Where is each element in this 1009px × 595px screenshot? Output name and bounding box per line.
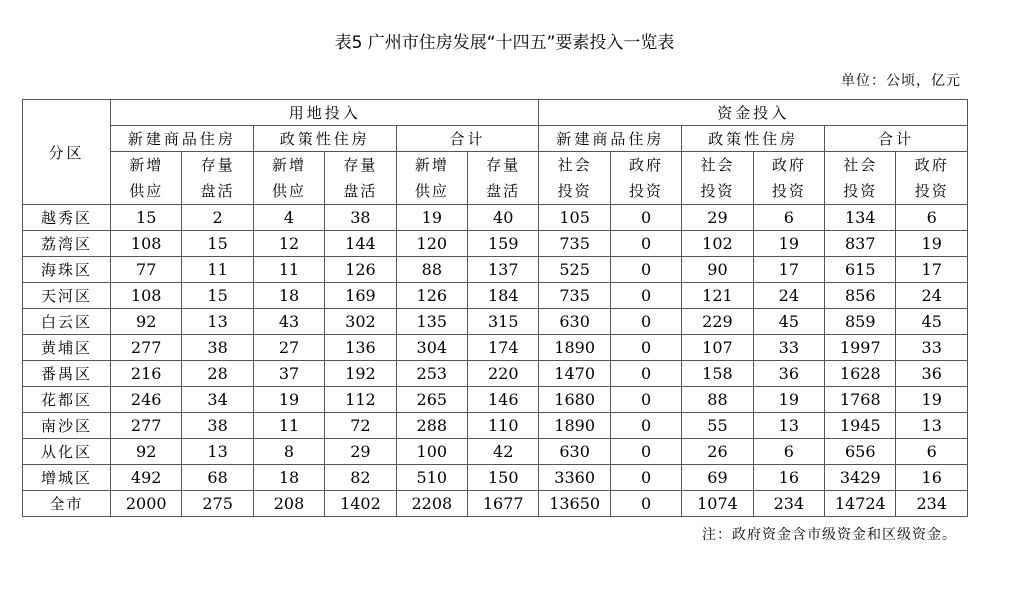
value-cell: 77	[111, 257, 182, 283]
table-title: 表5 广州市住房发展“十四五”要素投入一览表	[334, 33, 675, 53]
value-cell: 253	[396, 361, 467, 387]
table-row	[23, 387, 968, 413]
value-cell: 24	[753, 283, 824, 309]
value-cell: 28	[182, 361, 253, 387]
value-cell: 110	[468, 413, 539, 439]
value-cell: 304	[396, 335, 467, 361]
header-fund-total: 合计	[825, 126, 968, 152]
header-social: 社会 投资	[682, 152, 753, 205]
value-cell: 13	[753, 413, 824, 439]
value-cell: 4	[253, 205, 324, 231]
value-cell: 856	[825, 283, 896, 309]
value-cell: 26	[682, 439, 753, 465]
value-cell: 275	[182, 491, 253, 517]
header-fund-commercial: 新建商品住房	[539, 126, 682, 152]
value-cell: 121	[682, 283, 753, 309]
value-cell: 277	[111, 413, 182, 439]
value-cell: 16	[896, 465, 968, 491]
table-row	[23, 491, 968, 517]
value-cell: 112	[325, 387, 396, 413]
value-cell: 0	[610, 465, 681, 491]
value-cell: 192	[325, 361, 396, 387]
value-cell: 13650	[539, 491, 610, 517]
value-cell: 90	[682, 257, 753, 283]
unit-label: 单位：公顷，亿元	[841, 73, 961, 89]
value-cell: 29	[325, 439, 396, 465]
value-cell: 17	[753, 257, 824, 283]
header-land-policy: 政策性住房	[253, 126, 396, 152]
investment-table	[22, 99, 968, 517]
value-cell: 14724	[825, 491, 896, 517]
table-row	[23, 413, 968, 439]
value-cell: 33	[753, 335, 824, 361]
value-cell: 19	[396, 205, 467, 231]
header-social: 社会 投资	[825, 152, 896, 205]
header-gov: 政府 投资	[896, 152, 968, 205]
value-cell: 13	[182, 439, 253, 465]
value-cell: 169	[325, 283, 396, 309]
value-cell: 12	[253, 231, 324, 257]
value-cell: 19	[753, 387, 824, 413]
value-cell: 72	[325, 413, 396, 439]
value-cell: 136	[325, 335, 396, 361]
value-cell: 150	[468, 465, 539, 491]
table-row	[23, 283, 968, 309]
value-cell: 29	[682, 205, 753, 231]
value-cell: 159	[468, 231, 539, 257]
value-cell: 1890	[539, 335, 610, 361]
value-cell: 859	[825, 309, 896, 335]
value-cell: 1945	[825, 413, 896, 439]
value-cell: 630	[539, 309, 610, 335]
header-land: 用地投入	[111, 100, 539, 126]
value-cell: 69	[682, 465, 753, 491]
value-cell: 0	[610, 413, 681, 439]
value-cell: 33	[896, 335, 968, 361]
value-cell: 68	[182, 465, 253, 491]
value-cell: 37	[253, 361, 324, 387]
value-cell: 19	[753, 231, 824, 257]
value-cell: 184	[468, 283, 539, 309]
value-cell: 0	[610, 491, 681, 517]
value-cell: 0	[610, 257, 681, 283]
value-cell: 315	[468, 309, 539, 335]
value-cell: 3360	[539, 465, 610, 491]
value-cell: 55	[682, 413, 753, 439]
district-cell: 荔湾区	[23, 231, 111, 257]
value-cell: 6	[896, 439, 968, 465]
value-cell: 107	[682, 335, 753, 361]
table-row	[23, 361, 968, 387]
table-row	[23, 439, 968, 465]
district-cell: 番禺区	[23, 361, 111, 387]
footnote: 注：政府资金含市级资金和区级资金。	[702, 527, 957, 543]
value-cell: 277	[111, 335, 182, 361]
value-cell: 0	[610, 309, 681, 335]
value-cell: 82	[325, 465, 396, 491]
table-row	[23, 335, 968, 361]
value-cell: 510	[396, 465, 467, 491]
value-cell: 45	[753, 309, 824, 335]
value-cell: 19	[896, 387, 968, 413]
value-cell: 102	[682, 231, 753, 257]
value-cell: 120	[396, 231, 467, 257]
value-cell: 1402	[325, 491, 396, 517]
district-cell: 从化区	[23, 439, 111, 465]
table-row	[23, 205, 968, 231]
value-cell: 220	[468, 361, 539, 387]
value-cell: 11	[253, 257, 324, 283]
value-cell: 11	[253, 413, 324, 439]
value-cell: 144	[325, 231, 396, 257]
value-cell: 19	[896, 231, 968, 257]
value-cell: 100	[396, 439, 467, 465]
value-cell: 656	[825, 439, 896, 465]
value-cell: 234	[753, 491, 824, 517]
value-cell: 1890	[539, 413, 610, 439]
value-cell: 13	[182, 309, 253, 335]
value-cell: 6	[753, 439, 824, 465]
value-cell: 11	[182, 257, 253, 283]
value-cell: 735	[539, 283, 610, 309]
value-cell: 24	[896, 283, 968, 309]
value-cell: 92	[111, 439, 182, 465]
value-cell: 2000	[111, 491, 182, 517]
header-social: 社会 投资	[539, 152, 610, 205]
table-row	[23, 309, 968, 335]
value-cell: 265	[396, 387, 467, 413]
value-cell: 6	[896, 205, 968, 231]
table-body	[23, 205, 968, 517]
table-row	[23, 465, 968, 491]
value-cell: 1677	[468, 491, 539, 517]
header-land-total: 合计	[396, 126, 539, 152]
value-cell: 38	[182, 413, 253, 439]
value-cell: 126	[396, 283, 467, 309]
value-cell: 13	[896, 413, 968, 439]
value-cell: 18	[253, 283, 324, 309]
value-cell: 630	[539, 439, 610, 465]
value-cell: 88	[682, 387, 753, 413]
value-cell: 1470	[539, 361, 610, 387]
value-cell: 0	[610, 231, 681, 257]
header-stock: 存量 盘活	[468, 152, 539, 205]
value-cell: 38	[325, 205, 396, 231]
header-stock: 存量 盘活	[325, 152, 396, 205]
value-cell: 735	[539, 231, 610, 257]
district-cell: 花都区	[23, 387, 111, 413]
district-cell: 增城区	[23, 465, 111, 491]
value-cell: 1628	[825, 361, 896, 387]
value-cell: 108	[111, 231, 182, 257]
value-cell: 45	[896, 309, 968, 335]
value-cell: 0	[610, 439, 681, 465]
value-cell: 174	[468, 335, 539, 361]
header-new-supply: 新增 供应	[253, 152, 324, 205]
table-row	[23, 231, 968, 257]
value-cell: 246	[111, 387, 182, 413]
table-row	[23, 257, 968, 283]
value-cell: 92	[111, 309, 182, 335]
value-cell: 135	[396, 309, 467, 335]
header-gov: 政府 投资	[753, 152, 824, 205]
value-cell: 38	[182, 335, 253, 361]
value-cell: 134	[825, 205, 896, 231]
value-cell: 0	[610, 361, 681, 387]
value-cell: 492	[111, 465, 182, 491]
value-cell: 158	[682, 361, 753, 387]
value-cell: 18	[253, 465, 324, 491]
value-cell: 146	[468, 387, 539, 413]
value-cell: 105	[539, 205, 610, 231]
value-cell: 15	[111, 205, 182, 231]
value-cell: 88	[396, 257, 467, 283]
value-cell: 288	[396, 413, 467, 439]
value-cell: 17	[896, 257, 968, 283]
header-gov: 政府 投资	[610, 152, 681, 205]
value-cell: 1074	[682, 491, 753, 517]
header-land-commercial: 新建商品住房	[111, 126, 254, 152]
value-cell: 0	[610, 387, 681, 413]
value-cell: 0	[610, 283, 681, 309]
value-cell: 40	[468, 205, 539, 231]
value-cell: 3429	[825, 465, 896, 491]
header-stock: 存量 盘活	[182, 152, 253, 205]
value-cell: 15	[182, 231, 253, 257]
value-cell: 15	[182, 283, 253, 309]
value-cell: 36	[753, 361, 824, 387]
header-new-supply: 新增 供应	[111, 152, 182, 205]
district-cell: 天河区	[23, 283, 111, 309]
value-cell: 6	[753, 205, 824, 231]
value-cell: 19	[253, 387, 324, 413]
value-cell: 525	[539, 257, 610, 283]
header-new-supply: 新增 供应	[396, 152, 467, 205]
value-cell: 229	[682, 309, 753, 335]
header-fund-policy: 政策性住房	[682, 126, 825, 152]
value-cell: 108	[111, 283, 182, 309]
value-cell: 43	[253, 309, 324, 335]
value-cell: 1680	[539, 387, 610, 413]
value-cell: 0	[610, 335, 681, 361]
value-cell: 1768	[825, 387, 896, 413]
value-cell: 2208	[396, 491, 467, 517]
value-cell: 126	[325, 257, 396, 283]
value-cell: 234	[896, 491, 968, 517]
value-cell: 208	[253, 491, 324, 517]
value-cell: 34	[182, 387, 253, 413]
value-cell: 36	[896, 361, 968, 387]
value-cell: 42	[468, 439, 539, 465]
district-cell: 全市	[23, 491, 111, 517]
district-cell: 南沙区	[23, 413, 111, 439]
value-cell: 1997	[825, 335, 896, 361]
header-district: 分区	[23, 100, 111, 205]
district-cell: 黄埔区	[23, 335, 111, 361]
value-cell: 615	[825, 257, 896, 283]
value-cell: 8	[253, 439, 324, 465]
value-cell: 0	[610, 205, 681, 231]
district-cell: 越秀区	[23, 205, 111, 231]
value-cell: 16	[753, 465, 824, 491]
value-cell: 216	[111, 361, 182, 387]
value-cell: 837	[825, 231, 896, 257]
value-cell: 137	[468, 257, 539, 283]
value-cell: 2	[182, 205, 253, 231]
district-cell: 白云区	[23, 309, 111, 335]
value-cell: 302	[325, 309, 396, 335]
value-cell: 27	[253, 335, 324, 361]
header-fund: 资金投入	[539, 100, 968, 126]
district-cell: 海珠区	[23, 257, 111, 283]
